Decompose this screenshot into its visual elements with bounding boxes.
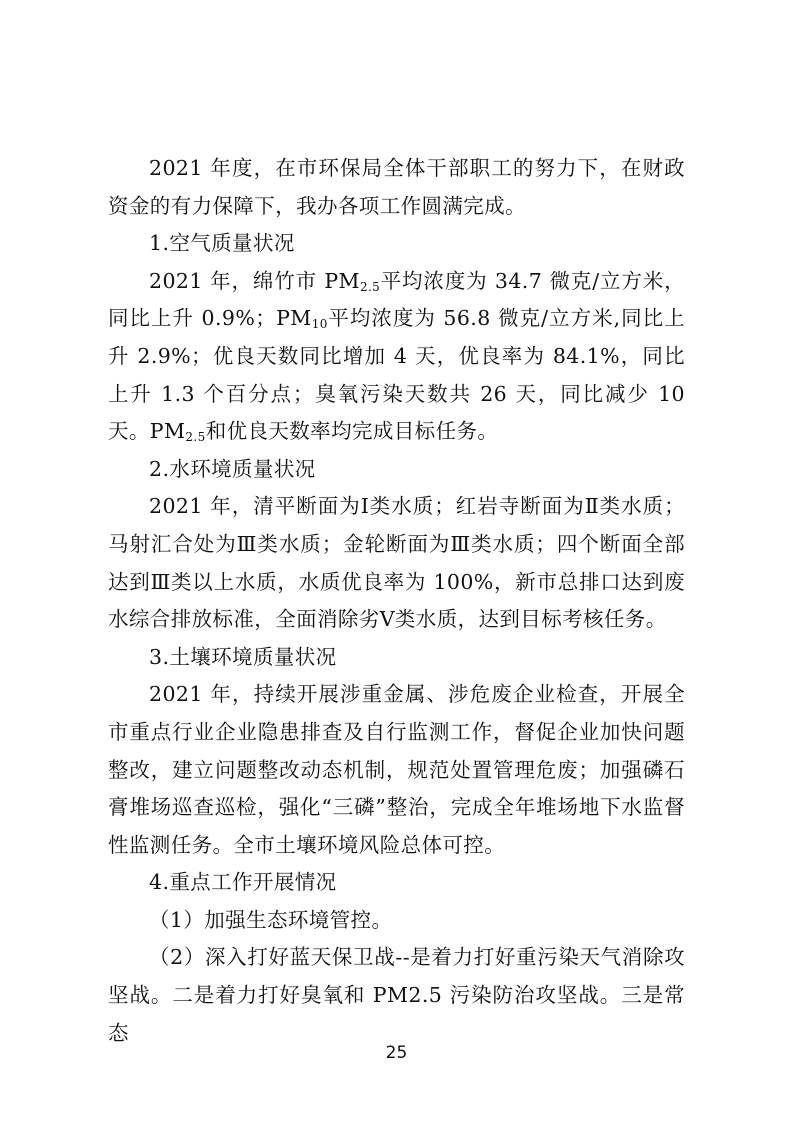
- water-quality-heading: 2.水环境质量状况: [149, 456, 316, 481]
- page-number: 25: [385, 1043, 408, 1063]
- pm25-subscript-2: 2.5: [185, 430, 206, 445]
- air-text-2: 平均浓度为 34.7 微克/立方米，同比上升 0.9%；PM: [108, 268, 685, 331]
- air-text-3: 平均浓度为 56.8 微克/立方米,同比上升 2.9%；优良天数同比增加 4 天，优良率为 84.1%，同比上升 1.3 个百分点；臭氧污染天数共 26 天，同比减少 10 天。PM: [108, 306, 686, 444]
- air-text-1: 2021 年，绵竹市 PM: [149, 268, 360, 293]
- key-work-item-2: （2）深入打好蓝天保卫战--是着力打好重污染天气消除攻坚战。二是着力打好臭氧和 PM2.5 污染防治攻坚战。三是常态: [108, 945, 685, 1045]
- key-work-item-1: （1）加强生态环境管控。: [149, 907, 393, 932]
- soil-quality-heading: 3.土壤环境质量状况: [149, 644, 337, 669]
- air-text-4: 和优良天数率均完成目标任务。: [205, 419, 499, 444]
- intro-paragraph: 2021 年度，在市环保局全体干部职工的努力下，在财政资金的有力保障下，我办各项工作圆满完成。: [108, 156, 685, 218]
- document-body: [108, 150, 685, 1052]
- water-quality-paragraph: 2021 年，清平断面为Ⅰ类水质；红岩寺断面为Ⅱ类水质；马射汇合处为Ⅲ类水质；金轮断面为Ⅲ类水质；四个断面全部达到Ⅲ类以上水质，水质优良率为 100%，新市总排口达到废水综合排放标准，全面消除劣Ⅴ类水质，达到目标考核任务。: [108, 494, 685, 632]
- air-quality-paragraph: [108, 263, 685, 451]
- air-quality-heading: 1.空气质量状况: [149, 231, 295, 256]
- pm25-subscript: 2.5: [359, 279, 381, 294]
- key-work-heading: 4.重点工作开展情况: [149, 870, 337, 895]
- pm10-subscript: 10: [311, 317, 328, 332]
- soil-quality-paragraph: 2021 年，持续开展涉重金属、涉危废企业检查，开展全市重点行业企业隐患排查及自行监测工作，督促企业加快问题整改，建立问题整改动态机制，规范处置管理危废；加强磷石膏堆场巡查巡检，强化“三磷”整治，完成全年堆场地下水监督性监测任务。全市土壤环境风险总体可控。: [108, 682, 685, 857]
